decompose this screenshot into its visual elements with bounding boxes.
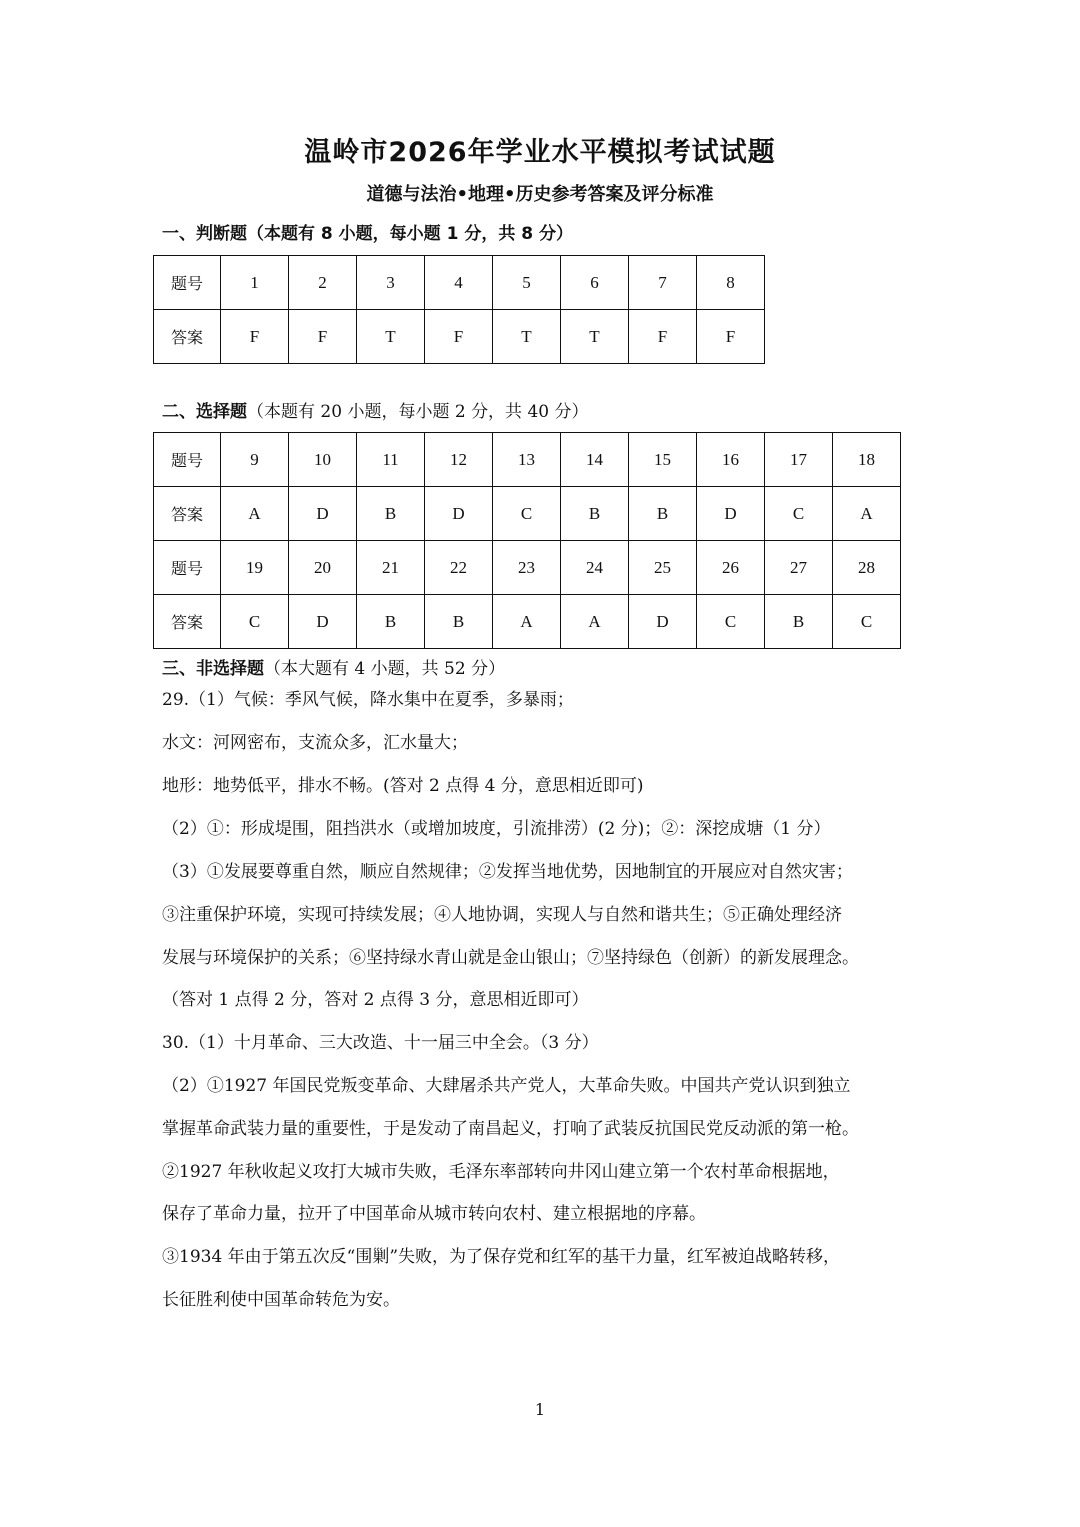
table-cell: 20	[289, 541, 357, 595]
table-cell: B	[629, 487, 697, 541]
table-cell: 15	[629, 433, 697, 487]
section3-note: （本大题有 4 小题，共 52 分）	[264, 659, 506, 679]
page-number: 1	[534, 1400, 546, 1419]
table-cell: T	[561, 310, 629, 364]
table-cell: 8	[697, 256, 765, 310]
table-cell: 17	[765, 433, 833, 487]
answer-line: （2）①1927 年国民党叛变革命、大肆屠杀共产党人，大革命失败。中国共产党认识到独立	[162, 1076, 851, 1096]
table-cell: C	[833, 595, 901, 649]
table-row	[154, 310, 765, 364]
table-cell: C	[221, 595, 289, 649]
table-cell: 12	[425, 433, 493, 487]
table-cell: B	[765, 595, 833, 649]
answer-line: 地形：地势低平，排水不畅。(答对 2 点得 4 分，意思相近即可)	[162, 776, 644, 796]
table-cell: 25	[629, 541, 697, 595]
table-cell: 18	[833, 433, 901, 487]
row-label-answer: 答案	[154, 595, 221, 649]
table-cell: T	[357, 310, 425, 364]
table-cell: A	[221, 487, 289, 541]
table-cell: F	[425, 310, 493, 364]
answer-line: ③1934 年由于第五次反“围剿”失败，为了保存党和红军的基干力量，红军被迫战略转移，	[162, 1247, 841, 1267]
table-cell: B	[425, 595, 493, 649]
table-cell: D	[697, 487, 765, 541]
table-cell: D	[629, 595, 697, 649]
table-row	[154, 541, 901, 595]
table-cell: D	[289, 487, 357, 541]
row-label-answer: 答案	[154, 487, 221, 541]
table-cell: 3	[357, 256, 425, 310]
table-cell: A	[833, 487, 901, 541]
table-row	[154, 433, 901, 487]
answer-line: 水文：河网密布，支流众多，汇水量大；	[162, 733, 468, 753]
table-cell: B	[357, 487, 425, 541]
answer-line: ②1927 年秋收起义攻打大城市失败，毛泽东率部转向井冈山建立第一个农村革命根据地，	[162, 1162, 840, 1182]
table-row	[154, 256, 765, 310]
table-cell: 21	[357, 541, 425, 595]
table-cell: 23	[493, 541, 561, 595]
table-cell: 1	[221, 256, 289, 310]
table-row	[154, 487, 901, 541]
answer-line: 长征胜利使中国革命转危为安。	[162, 1290, 400, 1310]
document-subtitle: 道德与法治•地理•历史参考答案及评分标准	[366, 184, 714, 205]
section1-heading-line	[162, 219, 573, 244]
section2-heading: 二、选择题	[162, 402, 247, 422]
table-cell: 2	[289, 256, 357, 310]
table-cell: F	[697, 310, 765, 364]
table-cell: 27	[765, 541, 833, 595]
table-cell: B	[357, 595, 425, 649]
table-cell: D	[289, 595, 357, 649]
answer-line: （答对 1 点得 2 分，答对 2 点得 3 分，意思相近即可）	[162, 990, 589, 1010]
section2-answer-table	[153, 432, 901, 649]
section3-heading: 三、非选择题	[162, 659, 264, 679]
section1-heading: 一、判断题	[162, 224, 247, 244]
answer-line: 发展与环境保护的关系；⑥坚持绿水青山就是金山银山；⑦坚持绿色（创新）的新发展理念。	[162, 948, 859, 968]
answer-line: 保存了革命力量，拉开了中国革命从城市转向农村、建立根据地的序幕。	[162, 1204, 706, 1224]
answer-line: 29.（1）气候：季风气候，降水集中在夏季，多暴雨；	[162, 690, 574, 710]
table-cell: 7	[629, 256, 697, 310]
table-cell: F	[289, 310, 357, 364]
row-label-number: 题号	[154, 256, 221, 310]
table-cell: 6	[561, 256, 629, 310]
table-cell: 24	[561, 541, 629, 595]
row-label-number: 题号	[154, 541, 221, 595]
table-cell: B	[561, 487, 629, 541]
table-cell: F	[221, 310, 289, 364]
row-label-answer: 答案	[154, 310, 221, 364]
table-cell: 16	[697, 433, 765, 487]
table-cell: D	[425, 487, 493, 541]
table-cell: C	[697, 595, 765, 649]
table-cell: 10	[289, 433, 357, 487]
table-cell: 11	[357, 433, 425, 487]
table-cell: T	[493, 310, 561, 364]
table-cell: 13	[493, 433, 561, 487]
answer-line: ③注重保护环境，实现可持续发展；④人地协调，实现人与自然和谐共生；⑤正确处理经济	[162, 905, 842, 925]
table-cell: 5	[493, 256, 561, 310]
answer-line: 30.（1）十月革命、三大改造、十一届三中全会。（3 分）	[162, 1033, 599, 1053]
table-cell: A	[561, 595, 629, 649]
section2-heading-line	[162, 397, 589, 422]
table-cell: F	[629, 310, 697, 364]
section3-heading-line	[162, 654, 505, 679]
table-cell: 14	[561, 433, 629, 487]
table-cell: 4	[425, 256, 493, 310]
table-cell: A	[493, 595, 561, 649]
table-cell: 9	[221, 433, 289, 487]
table-cell: 22	[425, 541, 493, 595]
table-row	[154, 595, 901, 649]
document-title: 温岭市2026年学业水平模拟考试试题	[304, 137, 776, 168]
table-cell: 26	[697, 541, 765, 595]
row-label-number: 题号	[154, 433, 221, 487]
section2-note: （本题有 20 小题，每小题 2 分，共 40 分）	[247, 402, 589, 422]
section1-note: （本题有 8 小题，每小题 1 分，共 8 分）	[247, 224, 573, 244]
answer-line: （3）①发展要尊重自然，顺应自然规律；②发挥当地优势，因地制宜的开展应对自然灾害；	[162, 862, 853, 882]
table-cell: 28	[833, 541, 901, 595]
table-cell: 19	[221, 541, 289, 595]
section1-answer-table	[153, 255, 765, 364]
answer-line: 掌握革命武装力量的重要性，于是发动了南昌起义，打响了武装反抗国民党反动派的第一枪。	[162, 1119, 859, 1139]
table-cell: C	[493, 487, 561, 541]
answer-line: （2）①：形成堤围，阻挡洪水（或增加坡度，引流排涝）(2 分)；②：深挖成塘（1 分）	[162, 819, 831, 839]
table-cell: C	[765, 487, 833, 541]
